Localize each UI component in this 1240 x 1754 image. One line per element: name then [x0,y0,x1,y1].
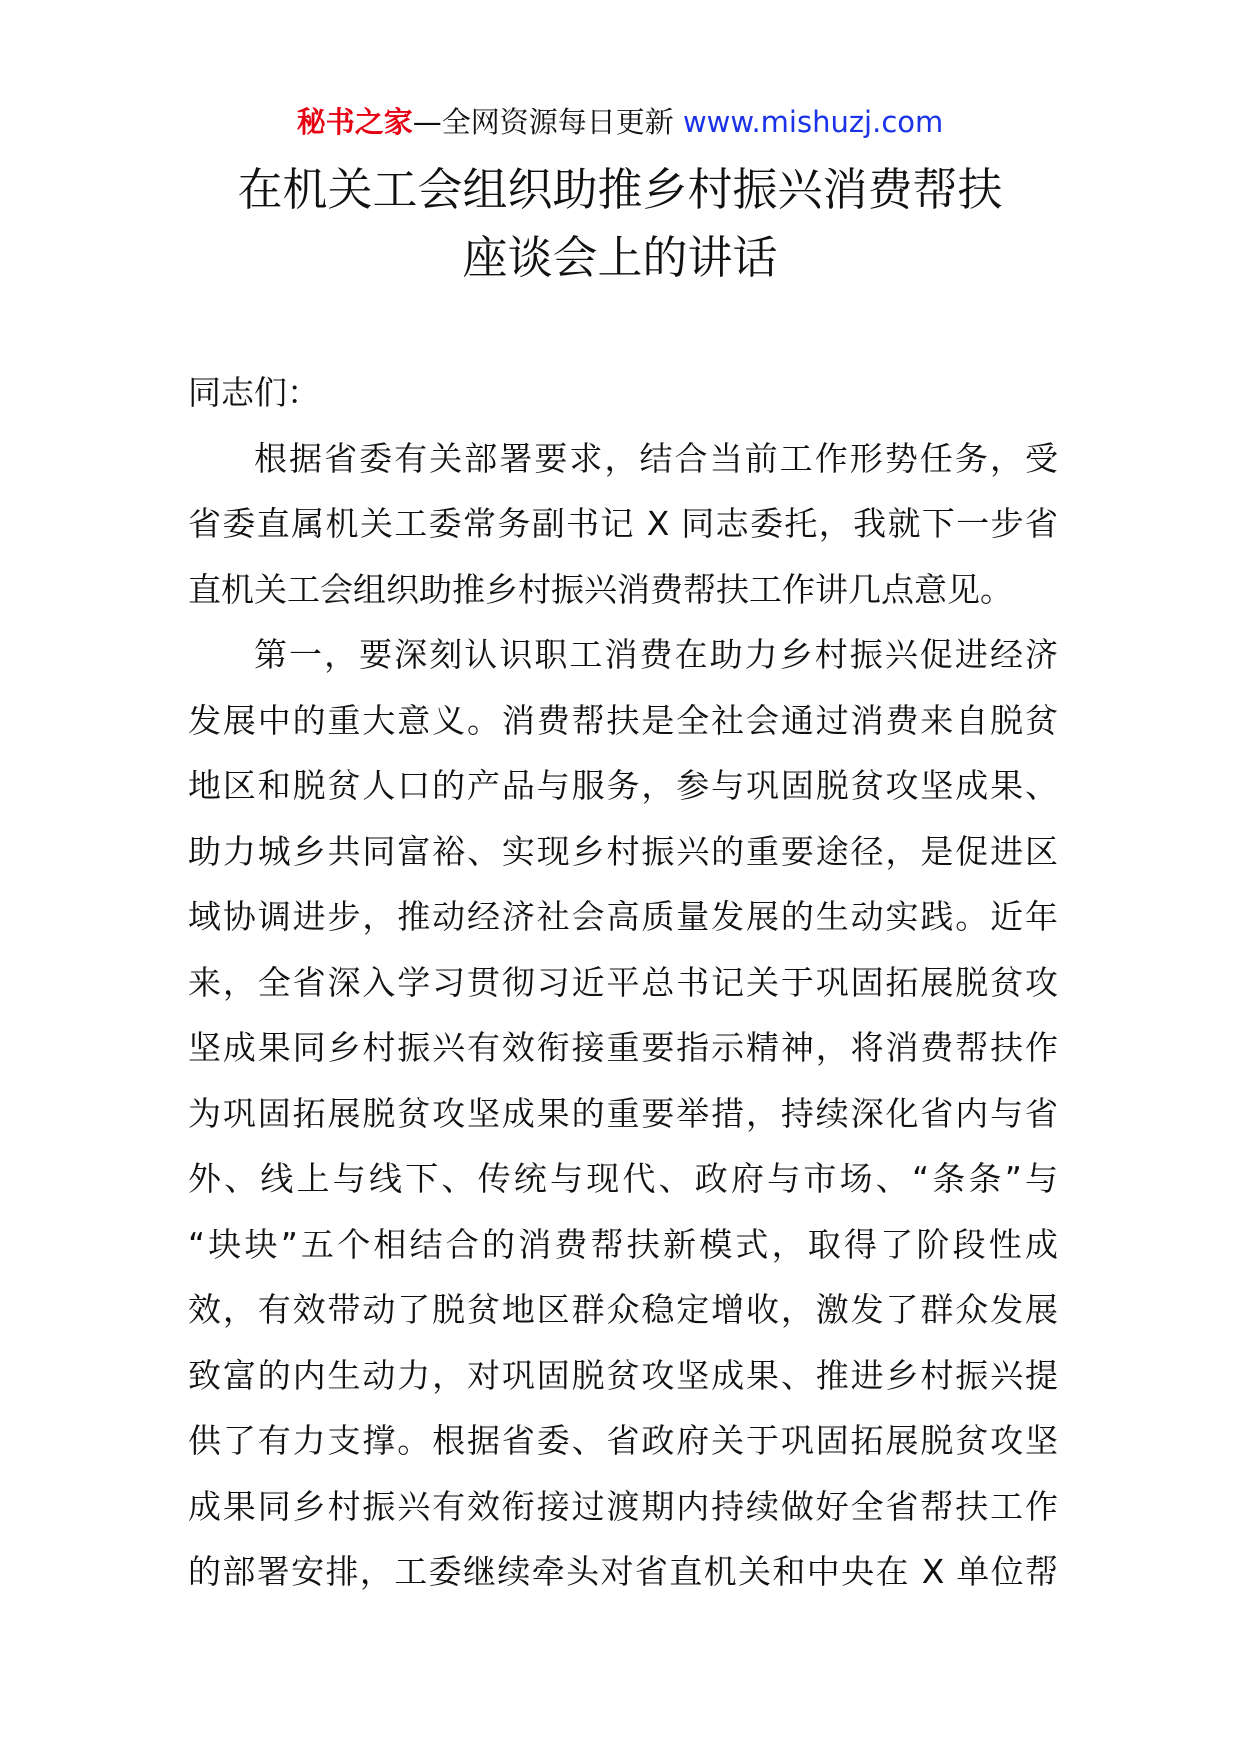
document-title-line-2: 座谈会上的讲话 [462,231,778,284]
paragraph-line: 域协调进步，推动经济社会高质量发展的生动实践。近年 [188,897,1058,936]
paragraph-line: 直机关工会组织助推乡村振兴消费帮扶工作讲几点意见。 [188,569,1013,609]
paragraph-line: 外、线上与线下、传统与现代、政府与市场、“条条”与 [188,1159,1058,1198]
paragraph-line: 助力城乡共同富裕、实现乡村振兴的重要途径，是促进区 [188,831,1058,871]
paragraph-line: 来，全省深入学习贯彻习近平总书记关于巩固拓展脱贫攻 [188,962,1058,1002]
salutation: 同志们： [188,373,320,412]
paragraph-line: 效，有效带动了脱贫地区群众稳定增收，激发了群众发展 [188,1290,1058,1329]
paragraph-2 [188,622,1058,1605]
paragraph-line: 第一，要深刻认识职工消费在助力乡村振兴促进经济 [254,635,1058,674]
paragraph-line: 为巩固拓展脱贫攻坚成果的重要举措，持续深化省内与省 [188,1093,1058,1133]
paragraph-line: 致富的内生动力，对巩固脱贫攻坚成果、推进乡村振兴提 [188,1355,1058,1395]
document-title-line-1: 在机关工会组织助推乡村振兴消费帮扶 [237,163,1003,216]
paragraph-line: 供了有力支撑。根据省委、省政府关于巩固拓展脱贫攻坚 [188,1421,1058,1460]
site-url-link[interactable]: www.mishuzj.com [682,105,944,139]
header-tagline: —全网资源每日更新 [412,105,683,139]
brand-name: 秘书之家 [296,105,413,139]
paragraph-line: 发展中的重大意义。消费帮扶是全社会通过消费来自脱贫 [188,700,1058,740]
paragraph-line: “块块”五个相结合的消费帮扶新模式，取得了阶段性成 [188,1224,1058,1264]
paragraph-line: 坚成果同乡村振兴有效衔接重要指示精神，将消费帮扶作 [188,1028,1058,1067]
document-body [188,360,1058,1605]
paragraph-line: 的部署安排，工委继续牵头对省直机关和中央在 X 单位帮 [188,1552,1058,1591]
paragraph-line: 成果同乡村振兴有效衔接过渡期内持续做好全省帮扶工作 [188,1486,1058,1526]
paragraph-line: 根据省委有关部署要求，结合当前工作形势任务，受 [254,438,1058,478]
site-header [0,102,1240,142]
paragraph-1 [188,426,1058,623]
paragraph-line: 地区和脱贫人口的产品与服务，参与巩固脱贫攻坚成果、 [188,766,1058,805]
paragraph-line: 省委直属机关工委常务副书记 X 同志委托，我就下一步省 [188,504,1058,543]
